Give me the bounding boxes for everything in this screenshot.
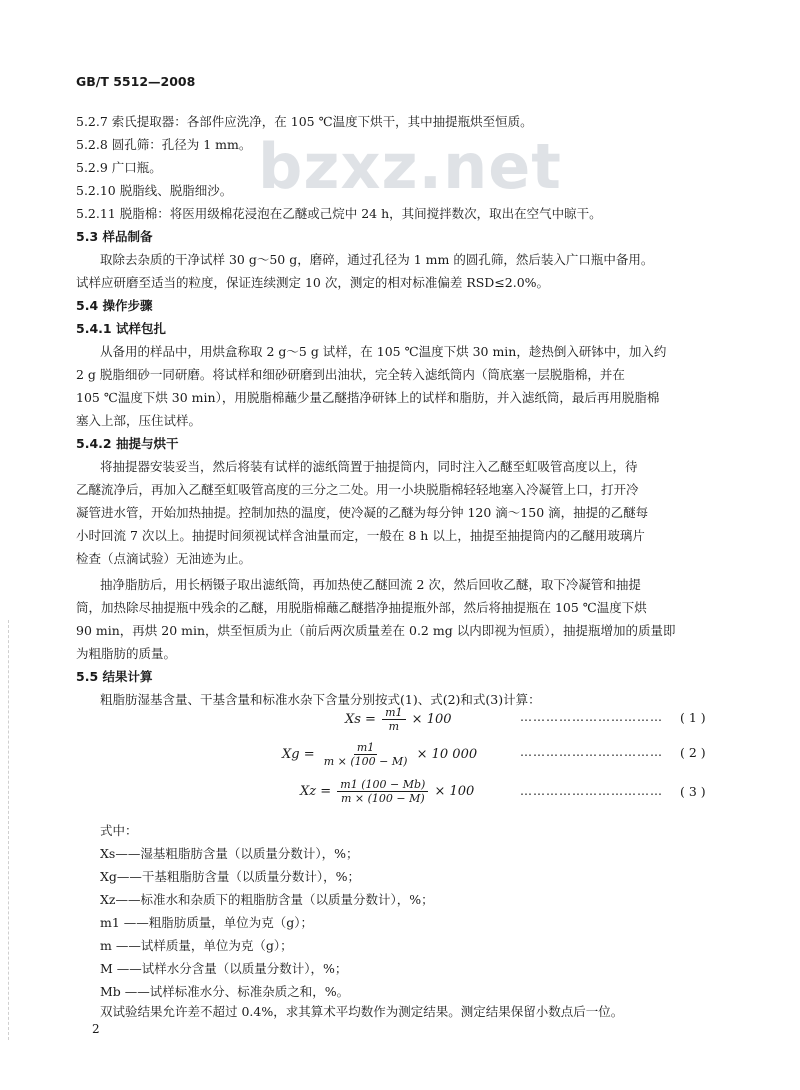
page-number: 2: [92, 1022, 100, 1036]
paragraph-line: 检查（点滴试验）无油迹为止。: [76, 551, 252, 566]
equation-number: ( 3 ): [680, 784, 706, 799]
paragraph-line: 塞入上部，压住试样。: [76, 413, 202, 428]
definition-item: M ——试样水分含量（以质量分数计），%；: [100, 961, 348, 976]
equation-number: ( 1 ): [680, 710, 706, 725]
result-tolerance-note: 双试验结果允许差不超过 0.4%，求其算术平均数作为测定结果。测定结果保留小数点后一位。: [100, 1004, 624, 1019]
paragraph-line: 从备用的样品中，用烘盒称取 2 g～5 g 试样，在 105 ℃温度下烘 30 min，趁热倒入研钵中，加入约: [100, 344, 667, 359]
scan-edge-mark: [8, 620, 9, 1040]
leader-dots: ……………………………: [520, 710, 663, 724]
paragraph-line: 为粗脂肪的质量。: [76, 646, 177, 661]
paragraph-line: 2 g 脱脂细砂一同研磨。将试样和细砂研磨到出油状，完全转入滤纸筒内（筒底塞一层脱脂棉，并在: [76, 367, 625, 382]
leader-dots: ……………………………: [520, 745, 663, 759]
numerator: m1: [354, 741, 377, 755]
clause-5-2-9: 5.2.9 广口瓶。: [76, 160, 162, 175]
definition-item: m1 ——粗脂肪质量，单位为克（g）；: [100, 915, 314, 930]
fraction: [321, 741, 411, 768]
clause-5-2-7: 5.2.7 索氏提取器：各部件应洗净，在 105 ℃温度下烘干，其中抽提瓶烘至恒质。: [76, 114, 533, 129]
numerator: m1 (100 − Mb): [337, 778, 428, 792]
heading-5-3: 5.3 样品制备: [76, 229, 153, 244]
denominator: m × (100 − M): [323, 755, 408, 768]
paragraph-line: 抽净脂肪后，用长柄镊子取出滤纸筒，再加热使乙醚回流 2 次，然后回收乙醚，取下冷凝管和抽提: [100, 577, 641, 592]
heading-5-4-2: 5.4.2 抽提与烘干: [76, 436, 179, 451]
equation-lhs: Xs =: [345, 712, 376, 727]
paragraph-line: 90 min，再烘 20 min，烘至恒质为止（前后两次质量差在 0.2 mg 以内即视为恒质），抽提瓶增加的质量即: [76, 623, 676, 638]
fraction: [382, 706, 405, 733]
denominator: m × (100 − M): [340, 792, 425, 805]
equation-rhs: × 10 000: [416, 747, 478, 762]
watermark: bzxz.net: [258, 130, 562, 203]
paragraph-line: 取除去杂质的干净试样 30 g～50 g，磨碎，通过孔径为 1 mm 的圆孔筛，然后装入广口瓶中备用。: [100, 252, 654, 267]
equation-1: [345, 706, 452, 733]
definition-item: Xg——干基粗脂肪含量（以质量分数计），%；: [100, 869, 361, 884]
denominator: m: [388, 720, 400, 733]
paragraph-line: 小时回流 7 次以上。抽提时间须视试样含油量而定，一般在 8 h 以上，抽提至抽提筒内的乙醚用玻璃片: [76, 528, 645, 543]
definition-item: Xz——标准水和杂质下的粗脂肪含量（以质量分数计），%；: [100, 892, 434, 907]
paragraph-line: 粗脂肪湿基含量、干基含量和标准水杂下含量分别按式(1)、式(2)和式(3)计算：: [100, 692, 541, 707]
paragraph-line: 凝管进水管，开始加热抽提。控制加热的温度，使冷凝的乙醚为每分钟 120 滴～150 滴，抽提的乙醚每: [76, 505, 649, 520]
definitions-intro: 式中：: [100, 823, 138, 838]
clause-5-2-8: 5.2.8 圆孔筛：孔径为 1 mm。: [76, 137, 252, 152]
heading-5-5: 5.5 结果计算: [76, 669, 153, 684]
equation-rhs: × 100: [434, 784, 475, 799]
definition-item: Xs——湿基粗脂肪含量（以质量分数计），%；: [100, 846, 359, 861]
paragraph-line: 试样应研磨至适当的粒度，保证连续测定 10 次，测定的相对标准偏差 RSD≤2.0%。: [76, 275, 550, 290]
equation-2: [282, 741, 477, 768]
document-code: GB/T 5512—2008: [76, 74, 196, 89]
leader-dots: ……………………………: [520, 784, 663, 798]
clause-5-2-10: 5.2.10 脱脂线、脱脂细沙。: [76, 183, 233, 198]
paragraph-line: 乙醚流净后，再加入乙醚至虹吸管高度的三分之二处。用一小块脱脂棉轻轻地塞入冷凝管上口，打开冷: [76, 482, 639, 497]
equation-lhs: Xg =: [282, 747, 315, 762]
equation-rhs: × 100: [411, 712, 452, 727]
equation-lhs: Xz =: [300, 784, 332, 799]
definition-item: m ——试样质量，单位为克（g）；: [100, 938, 293, 953]
paragraph-line: 105 ℃温度下烘 30 min），用脱脂棉蘸少量乙醚揩净研钵上的试样和脂肪，并入滤纸筒，最后再用脱脂棉: [76, 390, 660, 405]
heading-5-4: 5.4 操作步骤: [76, 298, 153, 313]
equation-3: [300, 778, 474, 805]
numerator: m1: [382, 706, 405, 720]
paragraph-line: 将抽提器安装妥当，然后将装有试样的滤纸筒置于抽提筒内，同时注入乙醚至虹吸管高度以上，待: [100, 459, 638, 474]
definition-item: Mb ——试样标准水分、标准杂质之和，%。: [100, 984, 350, 999]
paragraph-line: 筒，加热除尽抽提瓶中残余的乙醚，用脱脂棉蘸乙醚揩净抽提瓶外部，然后将抽提瓶在 105 ℃温度下烘: [76, 600, 647, 615]
clause-5-2-11: 5.2.11 脱脂棉：将医用级棉花浸泡在乙醚或己烷中 24 h，其间搅拌数次，取出在空气中晾干。: [76, 206, 602, 221]
equation-number: ( 2 ): [680, 745, 706, 760]
fraction: [337, 778, 428, 805]
heading-5-4-1: 5.4.1 试样包扎: [76, 321, 166, 336]
